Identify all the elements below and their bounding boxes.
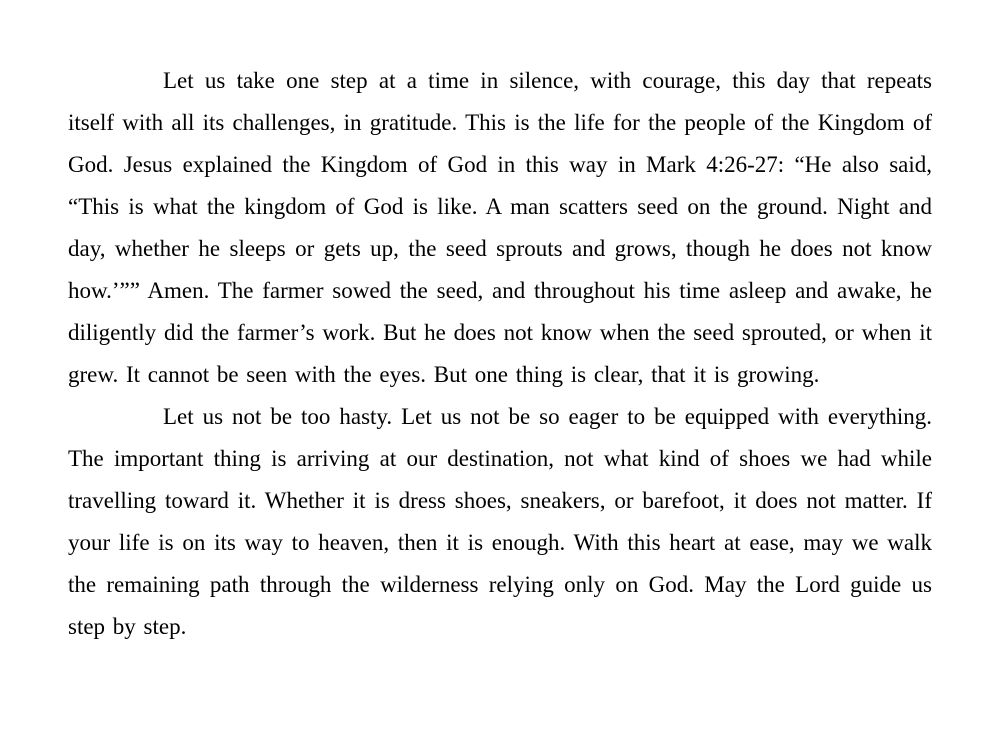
document-page <box>68 60 932 648</box>
paragraph-kingdom-of-god: Let us take one step at a time in silence, with courage, this day that repeats itself with all its challenges, in gratitude. This is the life for the people of the Kingdom of God. Jesus explained the Kingdom of God in this way in Mark 4:26-27: “He also said, “This is what the kingdom of God is like. A man scatters seed on the ground. Night and day, whether he sleeps or gets up, the seed sprouts and grows, though he does not know how.’”” Amen. The farmer sowed the seed, and throughout his time asleep and awake, he diligently did the farmer’s work. But he does not know when the seed sprouted, or when it grew. It cannot be seen with the eyes. But one thing is clear, that it is growing. <box>68 68 932 387</box>
paragraph-not-too-hasty: Let us not be too hasty. Let us not be so eager to be equipped with everything. The important thing is arriving at our destination, not what kind of shoes we had while travelling toward it. Whether it is dress shoes, sneakers, or barefoot, it does not matter. If your life is on its way to heaven, then it is enough. With this heart at ease, may we walk the remaining path through the wilderness relying only on God. May the Lord guide us step by step. <box>68 404 932 639</box>
